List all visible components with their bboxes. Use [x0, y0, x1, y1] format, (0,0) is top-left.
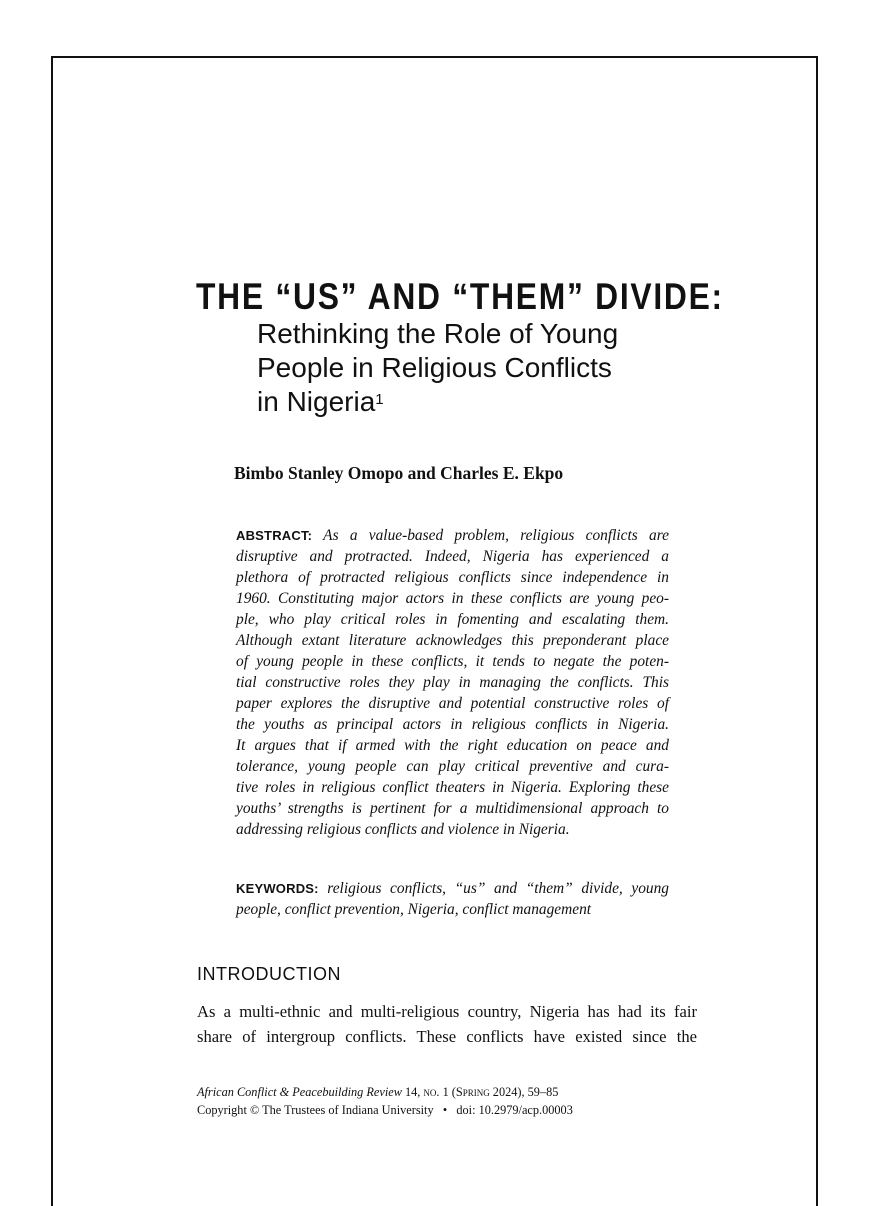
article-title: THE “US” AND “THEM” DIVIDE: — [196, 276, 724, 317]
abstract-line: of young people in these conflicts, it tends to negate the poten- — [236, 653, 669, 670]
volume-issue: 14, no. 1 (Spring 2024), 59–85 — [401, 1085, 559, 1099]
abstract-line: the youths as principal actors in religious conflicts in Nigeria. — [236, 716, 669, 733]
keywords-line: people, conflict prevention, Nigeria, conflict management — [236, 901, 592, 918]
paragraph-line: share of intergroup conflicts. These conflicts have existed since the — [197, 1027, 697, 1046]
subtitle-line — [257, 385, 618, 419]
citation-line — [197, 1083, 573, 1101]
keywords-label: KEYWORDS: — [236, 881, 319, 896]
subtitle-line: Rethinking the Role of Young — [257, 318, 619, 349]
section-heading-introduction: INTRODUCTION — [197, 964, 341, 984]
abstract-line — [236, 525, 669, 546]
keywords-block — [236, 878, 669, 920]
abstract-line: youths’ strengths is pertinent for a multidimensional approach to — [236, 800, 669, 817]
abstract-line: tive roles in religious conflict theaters in Nigeria. Exploring these — [236, 779, 669, 796]
abstract-line: disruptive and protracted. Indeed, Nigeria has experienced a — [236, 548, 669, 565]
journal-name: African Conflict & Peacebuilding Review — [197, 1085, 402, 1099]
abstract-line: addressing religious conflicts and violence in Nigeria. — [236, 821, 570, 838]
subtitle-line-text: in Nigeria — [257, 386, 376, 417]
abstract-line: It argues that if armed with the right education on peace and — [236, 737, 669, 754]
abstract-label: ABSTRACT: — [236, 528, 313, 543]
abstract-line-text: As a value-based problem, religious conflicts are — [323, 527, 669, 544]
keywords-line — [236, 878, 669, 899]
copyright-line — [197, 1101, 573, 1119]
abstract-line: Although extant literature acknowledges this preponderant place — [236, 632, 669, 649]
citation-footer — [197, 1083, 573, 1119]
abstract-line: plethora of protracted religious conflicts since independence in — [236, 569, 669, 586]
doi-link[interactable]: doi: 10.2979/acp.00003 — [456, 1103, 573, 1117]
abstract-line: ple, who play critical roles in fomenting and escalating them. — [236, 611, 669, 628]
abstract-line: 1960. Constituting major actors in these conflicts are young peo- — [236, 590, 669, 607]
article-subtitle — [257, 317, 618, 419]
introduction-paragraph — [197, 999, 697, 1049]
paragraph-line: As a multi-ethnic and multi-religious country, Nigeria has had its fair — [197, 1002, 697, 1021]
abstract-line: tolerance, young people can play critical preventive and cura- — [236, 758, 669, 775]
keywords-line-text: religious conflicts, “us” and “them” divide, young — [327, 880, 669, 897]
author-names: Bimbo Stanley Omopo and Charles E. Ekpo — [234, 463, 564, 483]
abstract-line: paper explores the disruptive and potential constructive roles of — [236, 695, 669, 712]
abstract-line: tial constructive roles they play in managing the conflicts. This — [236, 674, 669, 691]
abstract-block — [236, 525, 669, 840]
footnote-marker[interactable]: 1 — [375, 391, 384, 408]
bullet-separator: • — [442, 1103, 448, 1117]
copyright-text: Copyright © The Trustees of Indiana University — [197, 1103, 434, 1117]
subtitle-line: People in Religious Conflicts — [257, 352, 612, 383]
